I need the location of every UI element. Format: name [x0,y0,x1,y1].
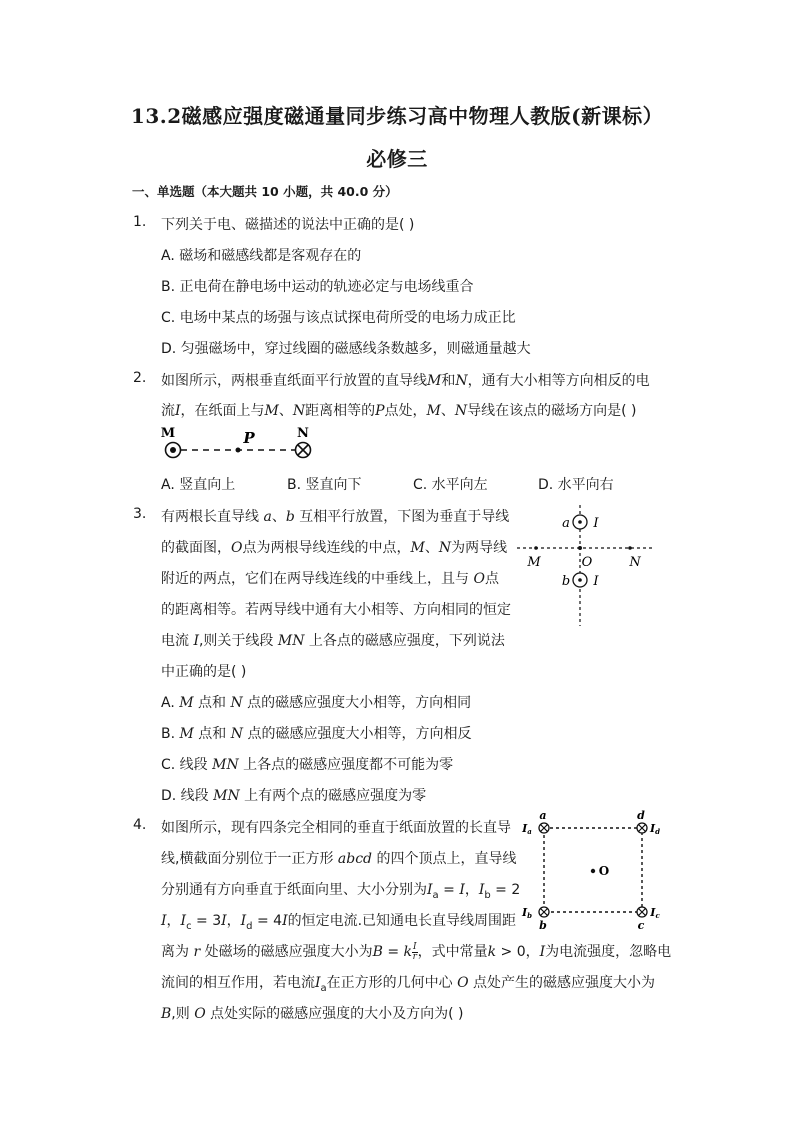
figure-label-c: c [637,919,645,932]
question-2-option-b: B. 竖直向下 [287,477,362,493]
point-o-icon [578,546,582,550]
question-3-option-c: C. 线段 MN 上各点的磁感应强度都不可能为零 [161,757,454,773]
figure-label-n: N [629,555,641,570]
question-4-stem-line3: 分别通有方向垂直于纸面向里、大小分别为$I_a = I$，$I_b = 2$ [161,882,521,901]
question-4-stem-line4: I，$I_c = 3I$，$I_d = 4I$的恒定电流.已知通电长直导线周围距 [161,913,517,932]
question-4-figure [518,808,668,938]
figure-label-i-top: I [593,516,599,531]
fraction-i-over-r: $\frac{I}{r}$ [412,941,417,962]
question-3-stem-line1: 有两根长直导线 a、b 互相平行放置，下图为垂直于导线 [161,509,510,525]
question-2-figure [158,424,328,464]
figure-label-o: O [581,555,593,570]
question-3-stem-line4: 的距离相等。若两导线中通有大小相等、方向相同的恒定 [161,602,511,618]
question-4-stem-line5: 离为 r 处磁场的磁感应强度大小为B = k $\frac{I}{r}$ ，式中常量k > 0，I为电流强度，忽略电 [161,941,672,962]
question-3-stem-line3: 附近的两点，它们在两导线连线的中垂线上，且与 O点 [161,571,499,587]
question-3-stem-line2: 的截面图，O点为两根导线连线的中点，M、N为两导线 [161,540,508,556]
question-1-option-b: B. 正电荷在静电场中运动的轨迹必定与电场线重合 [161,279,474,295]
figure-label-n: N [297,426,309,441]
wire-b-dot [578,578,582,582]
question-4-number: 4. [133,817,147,833]
question-2-option-c: C. 水平向左 [413,477,488,493]
question-3-option-d: D. 线段 MN 上有两个点的磁感应强度为零 [161,788,427,804]
question-2-stem-line1: 如图所示，两根垂直纸面平行放置的直导线M和N，通有大小相等方向相反的电 [161,373,650,389]
question-4-stem-line7: B,则 O 点处实际的磁感应强度的大小及方向为( ) [161,1006,464,1022]
question-3-number: 3. [133,506,147,522]
figure-label-p: P [243,429,255,447]
wire-a-dot [578,520,582,524]
question-3-stem-line6: 中正确的是( ) [161,664,247,680]
question-4-stem-line2: 线,横截面分别位于一正方形 abcd 的四个顶点上，直导线 [161,851,517,867]
point-o-icon [591,869,595,873]
question-2-number: 2. [133,370,147,386]
question-1-option-c: C. 电场中某点的场强与该点试探电荷所受的电场力成正比 [161,310,516,326]
document-title-line1: 13.2磁感应强度磁通量同步练习高中物理人教版(新课标） [130,104,664,128]
question-1-stem: 下列关于电、磁描述的说法中正确的是( ) [161,217,415,233]
figure-label-m: M [160,426,176,441]
point-p-icon [236,448,241,453]
question-1-option-a: A. 磁场和磁感线都是客观存在的 [161,248,362,264]
figure-label-o: O [598,864,610,878]
figure-label-ia: Ia [522,822,532,836]
figure-label-b: b [561,574,571,589]
question-3-option-a: A. M 点和 N 点的磁感应强度大小相等，方向相同 [161,695,472,711]
figure-label-m: M [527,555,541,570]
figure-label-a: a [539,809,547,822]
question-3-stem-line5: 电流 I,则关于线段 MN 上各点的磁感应强度，下列说法 [161,633,505,649]
figure-label-ic: Ic [650,906,660,920]
section-heading: 一、单选题（本大题共 10 小题，共 40.0 分） [132,184,398,199]
question-1-option-d: D. 匀强磁场中，穿过线圈的磁感线条数越多，则磁通量越大 [161,341,531,357]
wire-m-dot-icon [170,447,176,453]
question-2-stem-line2: 流I，在纸面上与M、N距离相等的P点处，M、N导线在该点的磁场方向是( ) [161,403,637,419]
question-3-figure [512,500,657,630]
document-title-line2: 必修三 [366,147,428,171]
question-2-option-d: D. 水平向右 [538,477,614,493]
point-m-icon [534,546,538,550]
question-2-option-a: A. 竖直向上 [161,477,236,493]
figure-label-id: Id [649,822,661,836]
figure-label-i-bottom: I [593,574,599,589]
figure-label-b: b [539,919,547,932]
question-4-stem-line6: 流间的相互作用，若电流$I_a$在正方形的几何中心 O 点处产生的磁感应强度大小为 [161,975,656,994]
figure-label-ib: Ib [521,906,533,920]
question-1-number: 1. [133,214,147,230]
point-n-icon [628,546,632,550]
question-4-stem-line1: 如图所示，现有四条完全相同的垂直于纸面放置的长直导 [161,820,511,836]
figure-label-d: d [637,809,645,822]
figure-label-a: a [562,516,570,531]
question-3-option-b: B. M 点和 N 点的磁感应强度大小相等，方向相反 [161,726,472,742]
